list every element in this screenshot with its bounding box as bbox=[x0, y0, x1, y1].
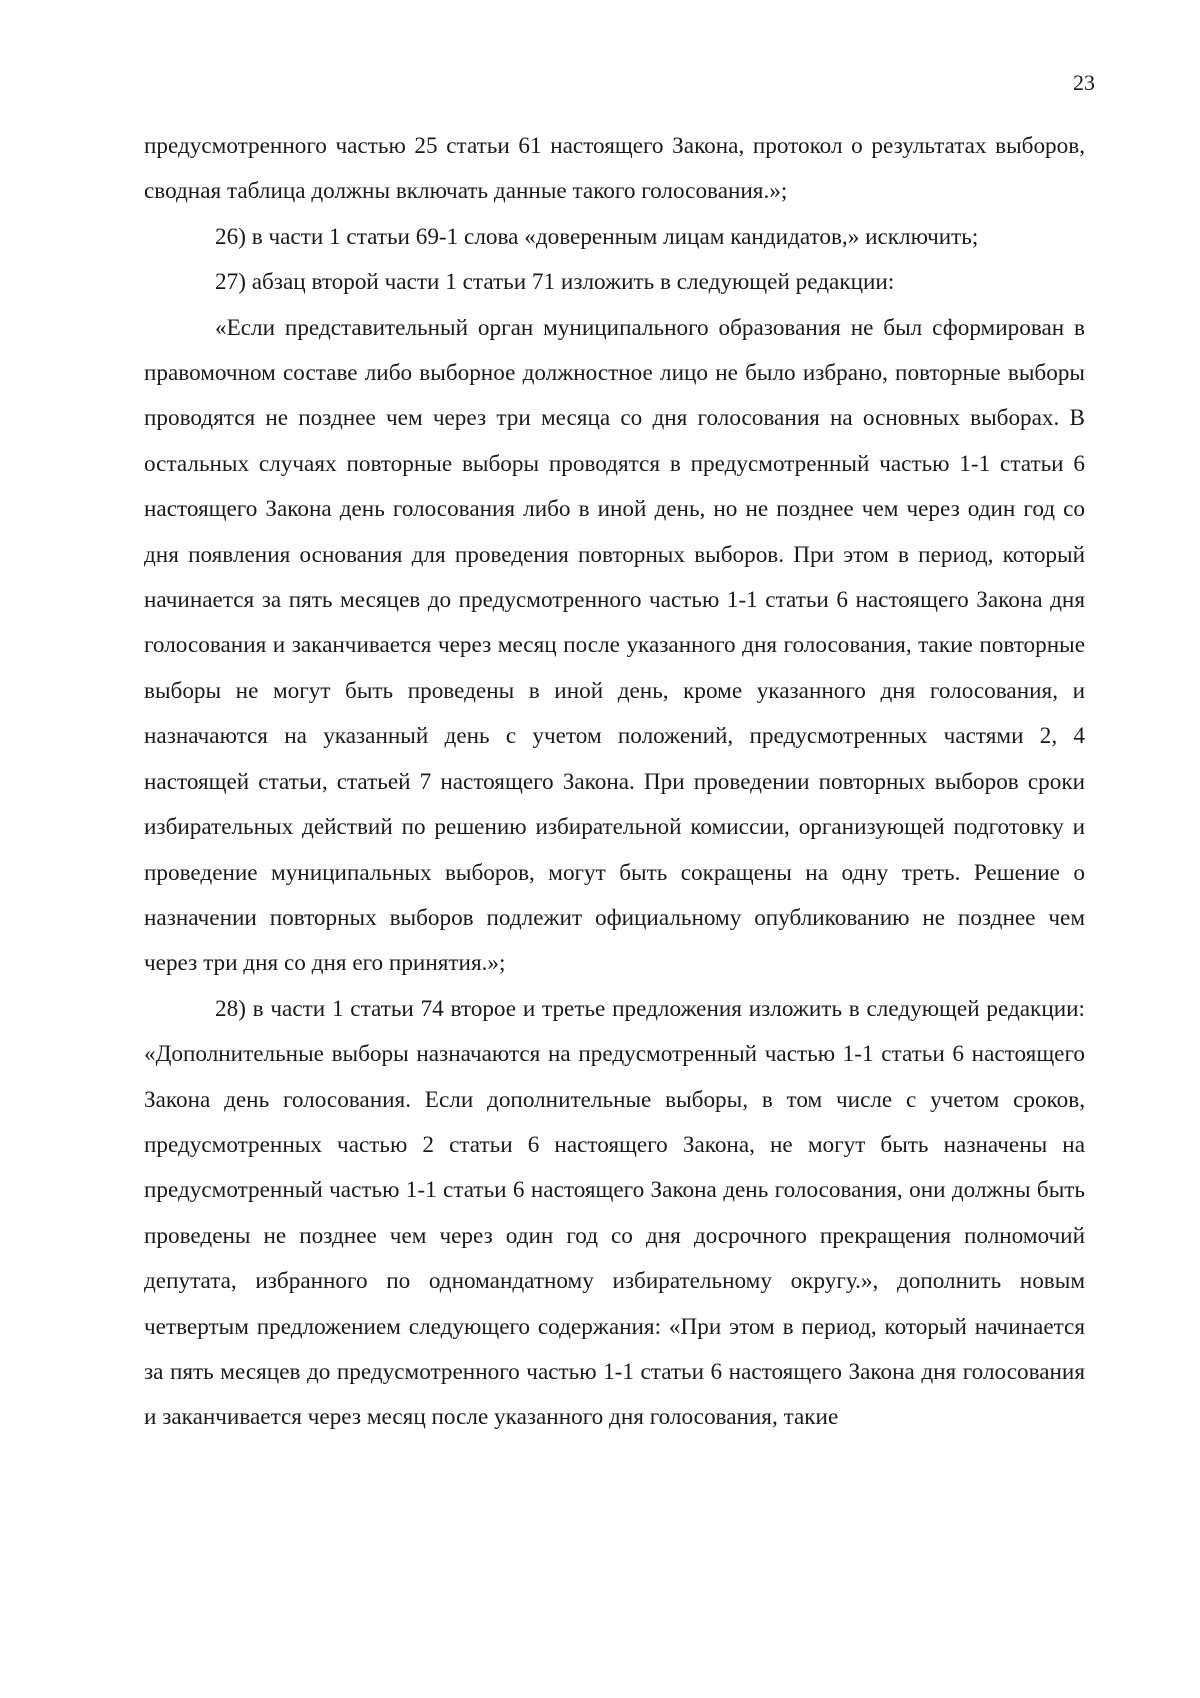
paragraph-continuation: предусмотренного частью 25 статьи 61 настоящего Закона, протокол о результатах выборов, сводная таблица должны включать данные такого голосования.»; bbox=[144, 133, 1085, 205]
paragraph-item-27: 27) абзац второй части 1 статьи 71 изложить в следующей редакции: bbox=[215, 269, 895, 296]
paragraph-item-28: 28) в части 1 статьи 74 второе и третье предложения изложить в следующей редакции: «Дополнительные выборы назначаются на предусмотренный частью 1-1 статьи 6 настоящего Закона день голосования. Если дополнительные выборы, в том числе с учетом сроков, предусмотренных частью 2 статьи 6 настоящего Закона, не могут быть назначены на предусмотренный частью 1-1 статьи 6 настоящего Закона день голосования, они должны быть проведены не позднее чем через один год со дня досрочного прекращения полномочий депутата, избранного по одномандатному избирательному округу.», дополнить новым четвертым предложением следующего содержания: «При этом в период, который начинается за пять месяцев до предусмотренного частью 1-1 статьи 6 настоящего Закона дня голосования и заканчивается через месяц после указанного дня голосования, такие bbox=[144, 995, 1085, 1431]
page-number: 23 bbox=[1073, 70, 1095, 95]
document-body bbox=[144, 124, 1085, 1441]
paragraph-quoted-amendment: «Если представительный орган муниципального образования не был сформирован в правомочном составе либо выборное должностное лицо не было избрано, повторные выборы проводятся не позднее чем через три месяца со дня голосования на основных выборах. В остальных случаях повторные выборы проводятся в предусмотренный частью 1-1 статьи 6 настоящего Закона день голосования либо в иной день, но не позднее чем через один год со дня появления основания для проведения повторных выборов. При этом в период, который начинается за пять месяцев до предусмотренного частью 1-1 статьи 6 настоящего Закона дня голосования и заканчивается через месяц после указанного дня голосования, такие повторные выборы не могут быть проведены в иной день, кроме указанного дня голосования, и назначаются на указанный день с учетом положений, предусмотренных частями 2, 4 настоящей статьи, статьей 7 настоящего Закона. При проведении повторных выборов сроки избирательных действий по решению избирательной комиссии, организующей подготовку и проведение муниципальных выборов, могут быть сокращены на одну треть. Решение о назначении повторных выборов подлежит официальному опубликованию не позднее чем через три дня со дня его принятия.»; bbox=[144, 314, 1085, 977]
paragraph-item-26: 26) в части 1 статьи 69-1 слова «доверенным лицам кандидатов,» исключить; bbox=[215, 223, 979, 250]
